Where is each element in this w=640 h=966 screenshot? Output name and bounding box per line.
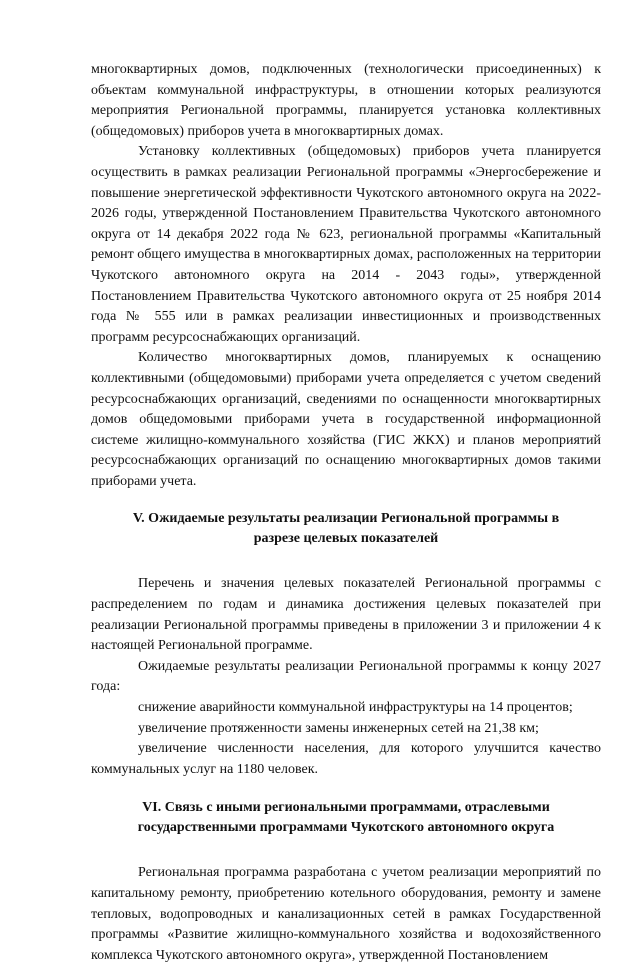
section-heading-line: V. Ожидаемые результаты реализации Региональной программы в: [132, 511, 560, 527]
result-item: увеличение численности населения, для которого улучшится качество коммунальных услуг на 1180 человек.: [91, 741, 601, 777]
body-paragraph: многоквартирных домов, подключенных (технологически присоединенных) к объектам коммунальной инфраструктуры, в отношении которых реализуются мероприятия Региональной программы, планируется установка коллективных (общедомовых) приборов учета в многоквартирных домах.: [91, 62, 601, 139]
body-paragraph: Количество многоквартирных домов, планируемых к оснащению коллективными (общедомовыми) приборами учета определяется с учетом сведений ресурсоснабжающих организаций, сведениями по оснащенности многоквартирных домов общедомовыми приборами учета в государственной информационной системе жилищно-коммунального хозяйства (ГИС ЖКХ) и планов мероприятий ресурсоснабжающих организаций по оснащению многоквартирных домов такими приборами учета.: [91, 350, 601, 489]
body-paragraph: Ожидаемые результаты реализации Региональной программы к концу 2027 года:: [91, 658, 601, 695]
body-paragraph: Региональная программа разработана с учетом реализации мероприятий по капитальному ремонту, приобретению котельного оборудования, ремонту и замене тепловых, водопроводных и канализационных сетей в рамках Государственной программы «Развитие жилищно-коммунального хозяйства и водохозяйственного комплекса Чукотского автономного округа», утвержденной Постановлением: [91, 865, 601, 963]
section-heading-line: разрезе целевых показателей: [253, 530, 439, 546]
body-paragraph: Установку коллективных (общедомовых) приборов учета планируется осуществить в рамках реализации Региональной программы «Энергосбережение и повышение энергетической эффективности Чукотского автономного округа на 2022-2026 годы, утвержденной Постановлением Правительства Чукотского автономного округа от 14 декабря 2022 года № 623, региональной программы «Капитальный ремонт общего имущества в многоквартирных домах, расположенных на территории Чукотского автономного округа на 2014 - 2043 годы», утвержденной Постановлением Правительства Чукотского автономного округа от 25 ноября 2014 года № 555 или в рамках реализации инвестиционных и производственных программ ресурсоснабжающих организаций.: [91, 144, 601, 345]
section-heading-5: [91, 509, 601, 548]
result-item: снижение аварийности коммунальной инфраструктуры на 14 процентов;: [138, 700, 573, 716]
result-item: увеличение протяженности замены инженерных сетей на 21,38 км;: [138, 720, 539, 736]
section-heading-line: государственными программами Чукотского автономного округа: [137, 819, 555, 835]
section-heading-line: VI. Связь с иными региональными программами, отраслевыми: [142, 800, 550, 816]
body-paragraph: Перечень и значения целевых показателей Региональной программы с распределением по годам и динамика достижения целевых показателей при реализации Региональной программы приведены в приложении 3 и приложении 4 к настоящей Региональной программе.: [91, 576, 601, 654]
section-heading-6: [91, 798, 601, 837]
document-page: [91, 60, 601, 966]
